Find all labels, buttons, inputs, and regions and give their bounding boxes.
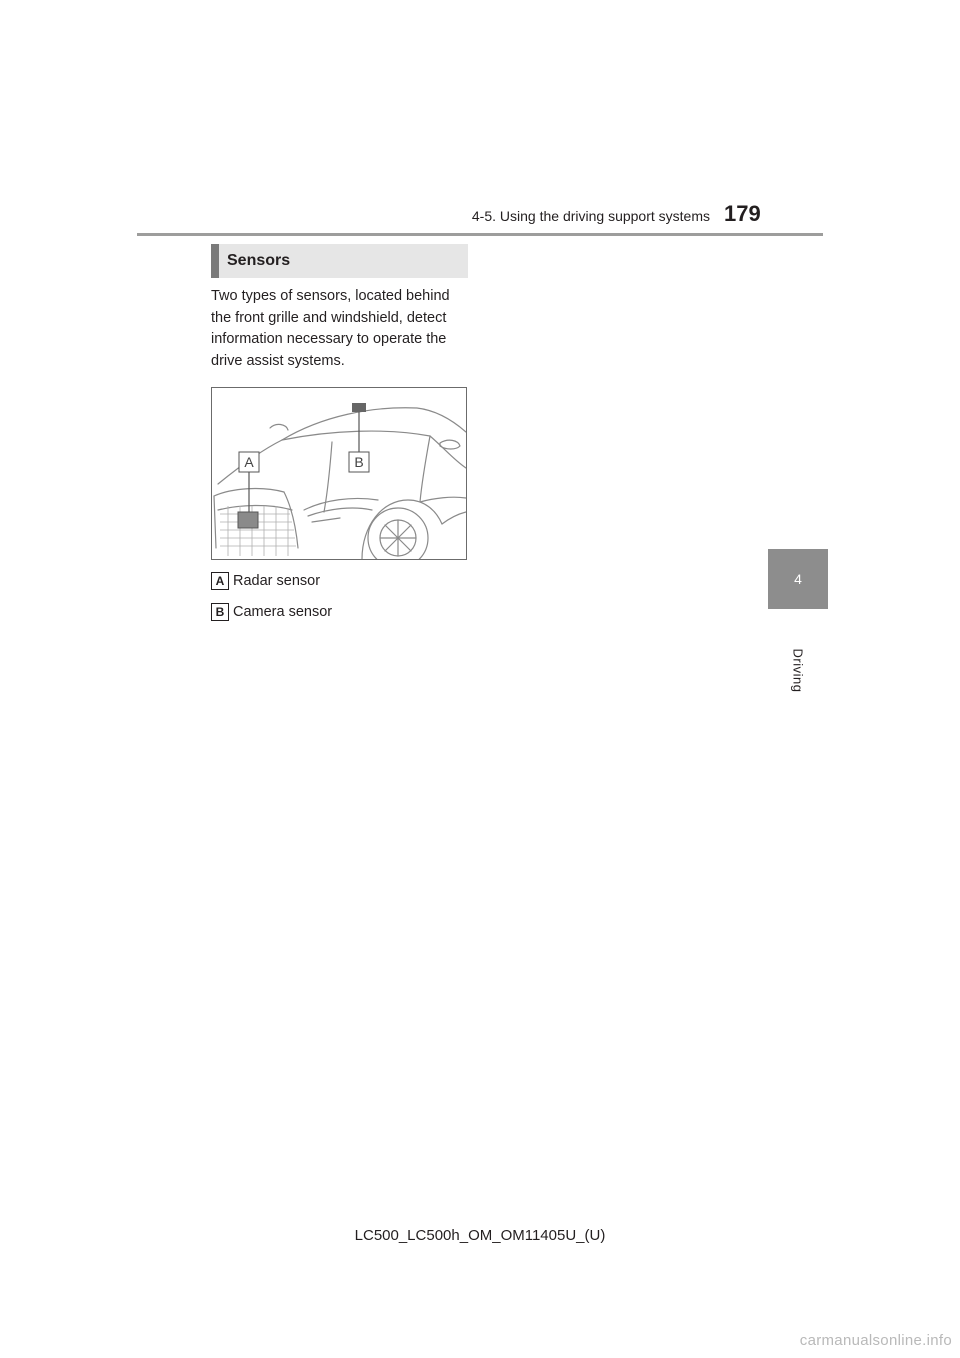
car-line-drawing: [212, 388, 466, 559]
section-body-text: Two types of sensors, located behind the front grille and windshield, detect information necessary to operate the drive assist systems.: [211, 288, 450, 369]
footer-watermark: carmanualsonline.info: [799, 1332, 952, 1349]
legend-label-camera-sensor: Camera sensor: [233, 604, 333, 620]
section-heading-sensors: Sensors: [211, 244, 468, 278]
running-header-section-title: 4-5. Using the driving support systems: [471, 208, 710, 224]
legend-badge-a: A: [211, 572, 229, 590]
footer-document-id: LC500_LC500h_OM_OM11405U_(U): [354, 1227, 606, 1244]
page-number: 179: [724, 201, 761, 226]
chapter-tab-label: [760, 640, 836, 700]
legend-badge-b: B: [211, 603, 229, 621]
callout-label-a: A: [244, 454, 254, 470]
legend-item-camera-sensor: [211, 602, 332, 622]
chapter-tab-number: 4: [768, 549, 828, 609]
callout-label-b: B: [354, 454, 364, 470]
legend-item-radar-sensor: [211, 571, 320, 591]
chapter-tab-label-text: Driving: [790, 648, 806, 692]
header-rule: [137, 233, 823, 236]
legend-label-radar-sensor: Radar sensor: [233, 573, 321, 589]
sensor-location-illustration: [211, 387, 467, 560]
